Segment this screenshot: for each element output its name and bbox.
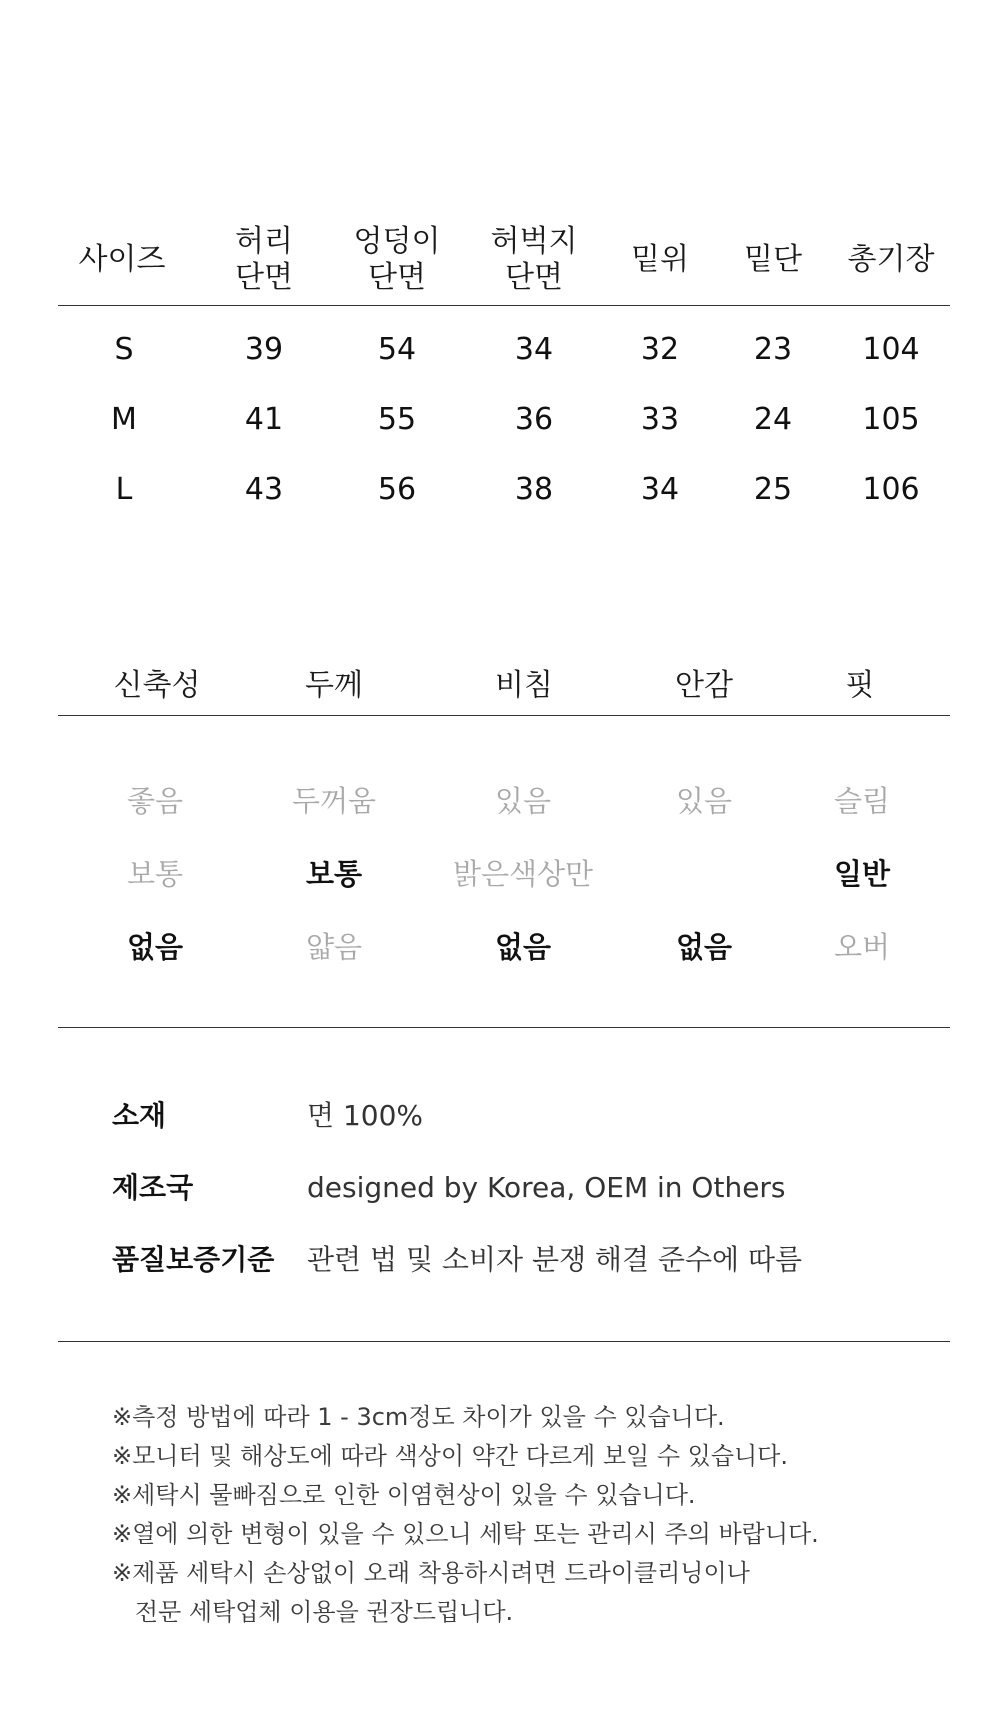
info-label-quality: 품질보증기준 [112, 1243, 275, 1276]
size-cell: 32 [640, 332, 680, 367]
note-line: ※모니터 및 해상도에 따라 색상이 약간 다르게 보일 수 있습니다. [112, 1442, 788, 1470]
char-header-lining: 안감 [675, 668, 733, 703]
char-option: 밝은색상만 [452, 857, 594, 891]
char-header-fit: 핏 [845, 668, 875, 703]
size-cell: M [111, 402, 137, 437]
note-line: 전문 세탁업체 이용을 권장드립니다. [112, 1598, 514, 1626]
size-header-length: 총기장 [847, 242, 935, 277]
size-cell: 55 [377, 402, 417, 437]
size-cell: 104 [862, 332, 920, 367]
size-cell: 23 [753, 332, 793, 367]
note-line: ※세탁시 물빠짐으로 인한 이염현상이 있을 수 있습니다. [112, 1481, 696, 1509]
char-option: 있음 [494, 784, 552, 818]
char-option: 없음 [126, 930, 184, 964]
note-line: ※측정 방법에 따라 1 - 3cm정도 차이가 있을 수 있습니다. [112, 1403, 725, 1431]
char-option: 없음 [675, 930, 733, 964]
size-cell: L [115, 472, 133, 507]
size-header-size: 사이즈 [78, 242, 166, 277]
size-cell: 34 [514, 332, 554, 367]
info-value-material: 면 100% [307, 1099, 423, 1132]
size-header-waist: 허리 단면 [235, 224, 293, 295]
note-line: ※열에 의한 변형이 있을 수 있으니 세탁 또는 관리시 주의 바랍니다. [112, 1520, 819, 1548]
size-header-thigh: 허벅지 단면 [490, 224, 578, 295]
char-option: 오버 [833, 930, 891, 964]
size-cell: 41 [244, 402, 284, 437]
characteristics-divider [58, 715, 950, 716]
size-cell: 56 [377, 472, 417, 507]
size-cell: 43 [244, 472, 284, 507]
size-cell: S [114, 332, 134, 367]
size-cell: 33 [640, 402, 680, 437]
char-option: 있음 [675, 784, 733, 818]
size-cell: 36 [514, 402, 554, 437]
size-cell: 34 [640, 472, 680, 507]
size-cell: 39 [244, 332, 284, 367]
size-cell: 38 [514, 472, 554, 507]
size-cell: 106 [862, 472, 920, 507]
char-option: 보통 [126, 857, 184, 891]
size-header-rise: 밑위 [631, 242, 689, 277]
size-table-divider [58, 305, 950, 306]
section-divider [58, 1027, 950, 1028]
char-option: 없음 [494, 930, 552, 964]
info-label-material: 소재 [112, 1099, 167, 1132]
char-option: 두꺼움 [291, 784, 377, 818]
char-header-stretch: 신축성 [113, 668, 201, 703]
char-option: 좋음 [126, 784, 184, 818]
section-divider [58, 1341, 950, 1342]
char-option: 일반 [833, 857, 891, 891]
char-header-thickness: 두께 [305, 668, 363, 703]
info-label-country: 제조국 [112, 1171, 194, 1204]
char-option: 얇음 [305, 930, 363, 964]
char-option: 슬림 [833, 784, 891, 818]
size-cell: 54 [377, 332, 417, 367]
char-option: 보통 [305, 857, 363, 891]
size-cell: 105 [862, 402, 920, 437]
note-line: ※제품 세탁시 손상없이 오래 착용하시려면 드라이클리닝이나 [112, 1559, 750, 1587]
size-cell: 25 [753, 472, 793, 507]
info-value-country: designed by Korea, OEM in Others [307, 1171, 786, 1204]
info-value-quality: 관련 법 및 소비자 분쟁 해결 준수에 따름 [307, 1243, 803, 1276]
size-header-hem: 밑단 [744, 242, 802, 277]
size-cell: 24 [753, 402, 793, 437]
char-header-sheerness: 비침 [495, 668, 553, 703]
size-header-hip: 엉덩이 단면 [353, 224, 441, 295]
